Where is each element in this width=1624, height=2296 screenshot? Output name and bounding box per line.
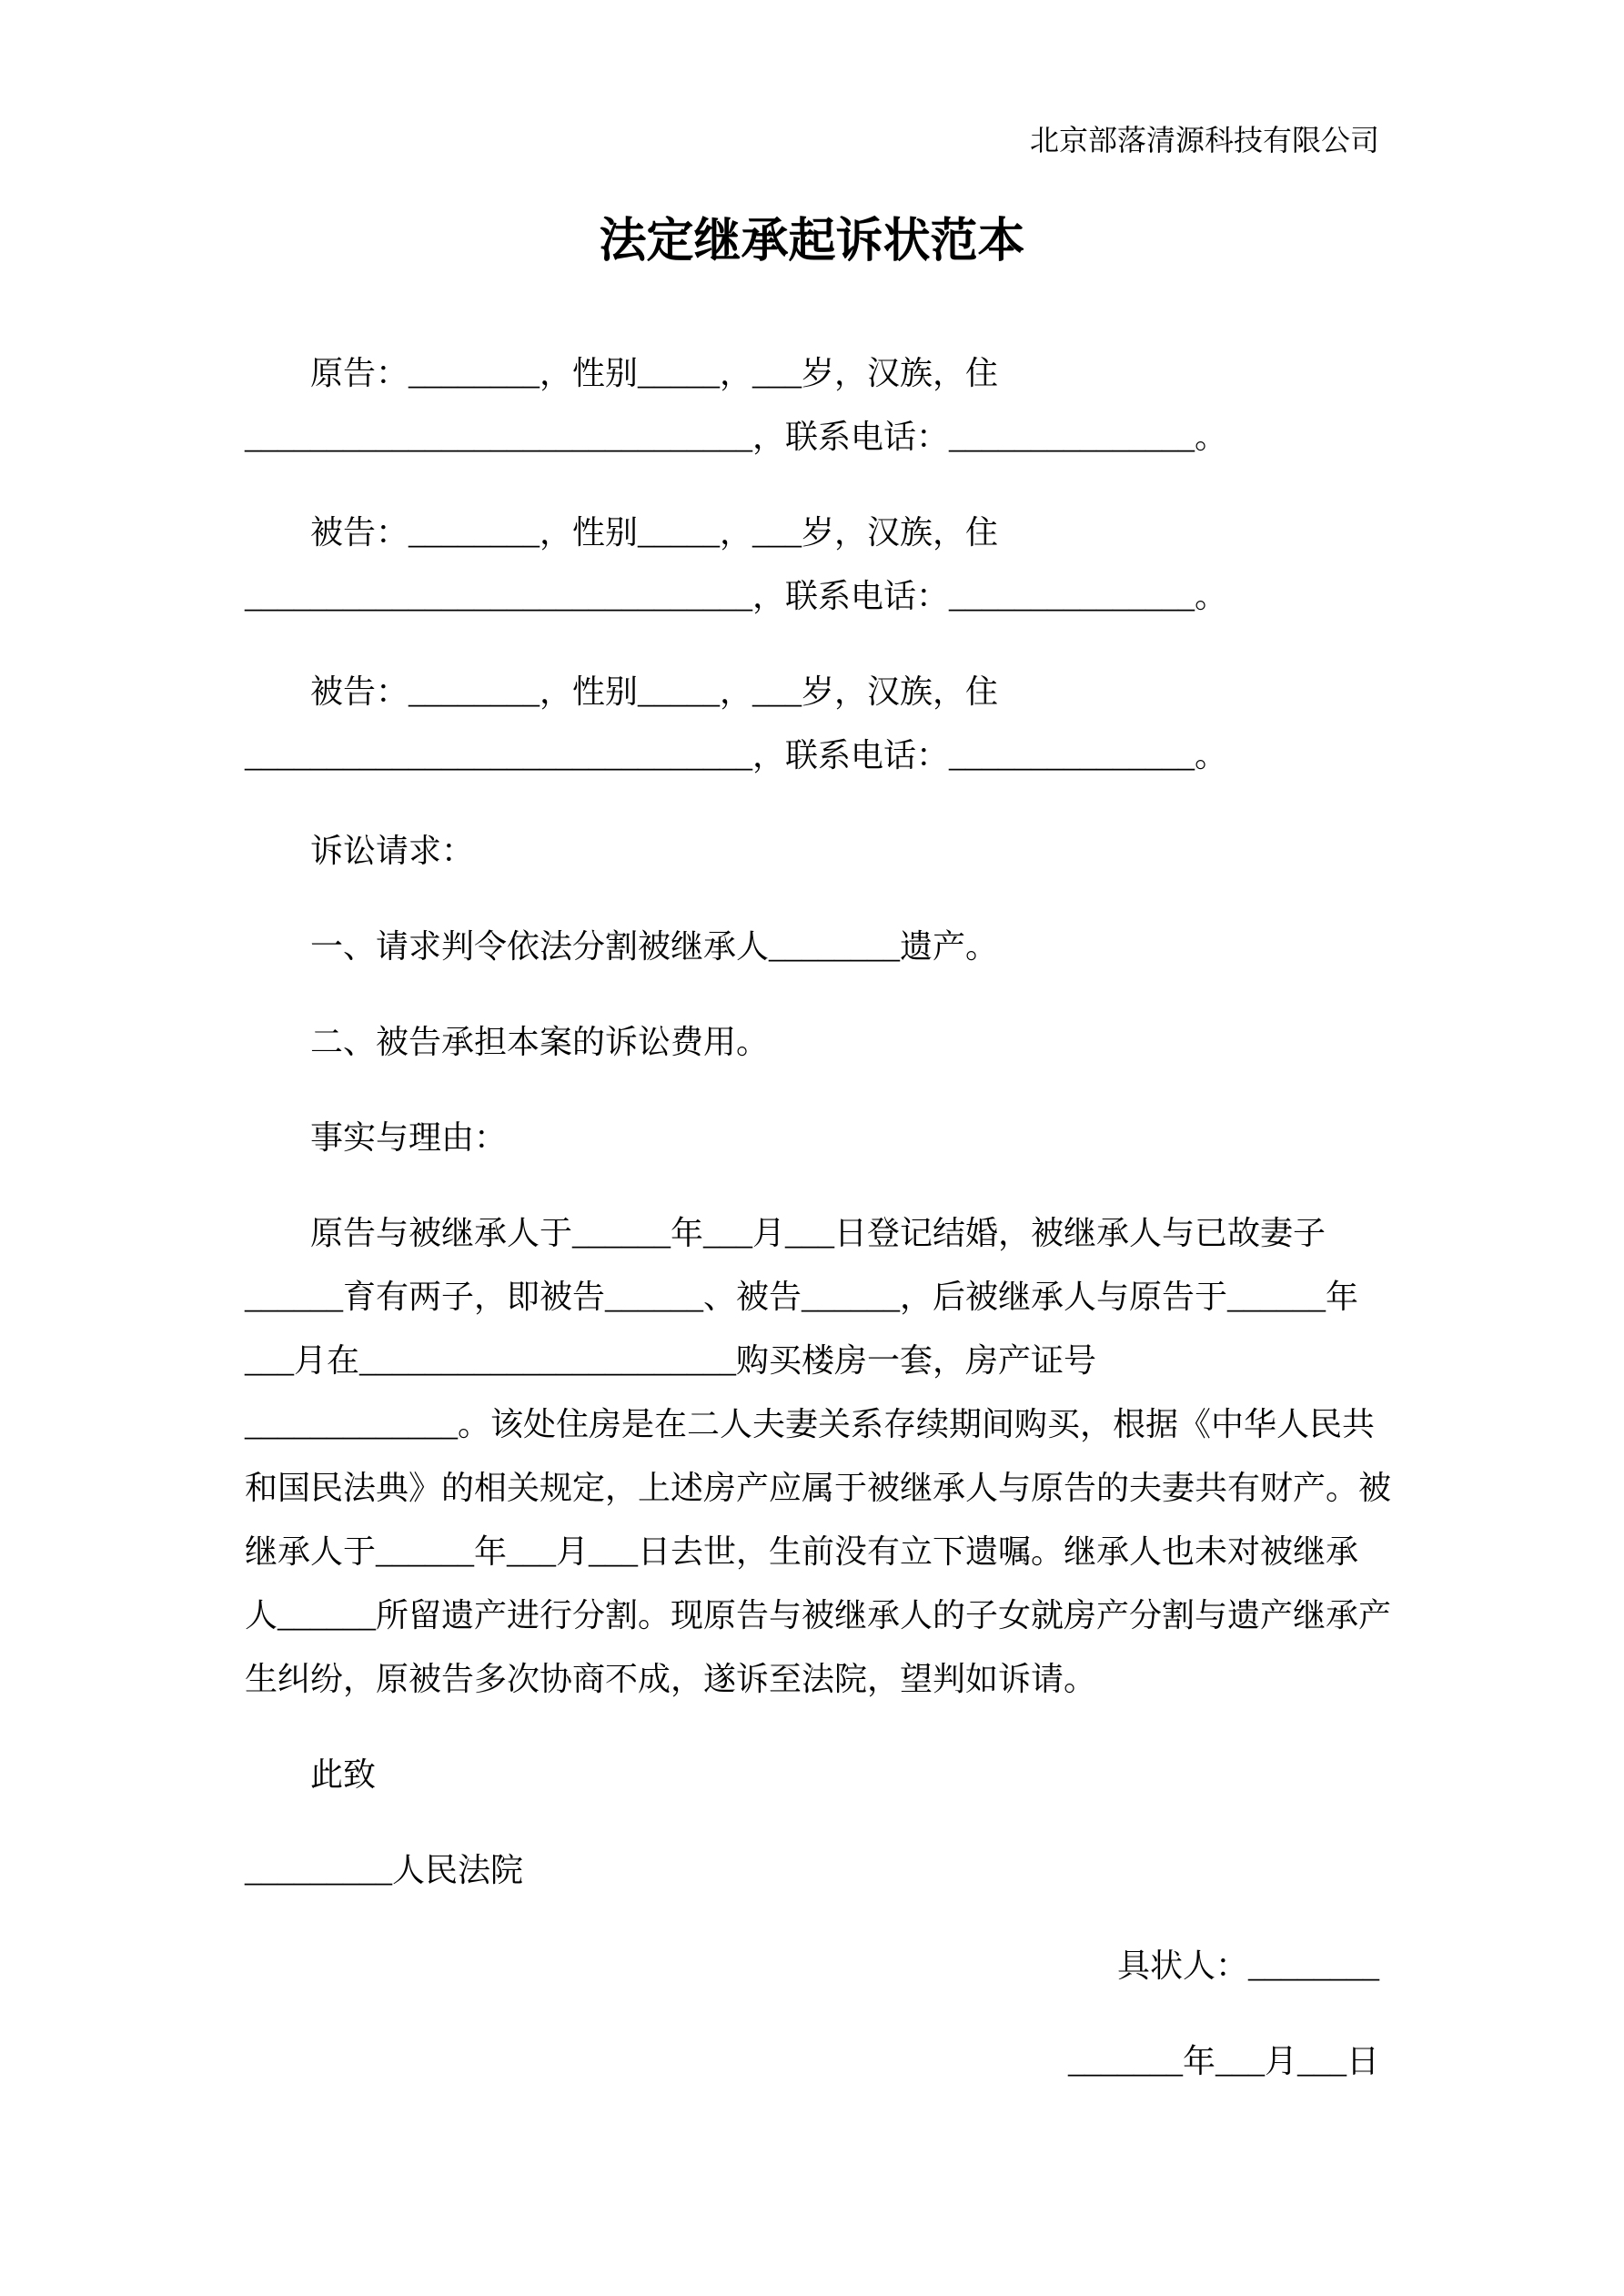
closing-respect-paragraph: [245, 1743, 1379, 1806]
plaintiff-info-line: 原告：________，性别_____，___岁，汉族，住: [310, 355, 999, 391]
claim-item-2: [245, 1010, 1379, 1074]
facts-line: ___月在_______________________购买楼房一套，房产证号: [245, 1342, 1097, 1379]
facts-heading: 事实与理由：: [310, 1119, 508, 1156]
claim-item-1: [245, 915, 1379, 978]
plaintiff-address-line: _______________________________，联系电话：_______________。: [245, 419, 1228, 455]
facts-line: _____________。该处住房是在二人夫妻关系存续期间购买，根据《中华人民共: [245, 1406, 1376, 1442]
date-line: _______年___月___日: [1068, 2043, 1379, 2079]
court-paragraph: [245, 1838, 1379, 1902]
signer-line: 具状人：________: [1116, 1947, 1379, 1984]
defendant2-info-line: 被告：________，性别_____，___岁，汉族，住: [310, 673, 999, 710]
facts-line: 继承人于______年___月___日去世，生前没有立下遗嘱。继承人也未对被继承: [245, 1533, 1359, 1570]
facts-line: 原告与被继承人于______年___月___日登记结婚，被继承人与已故妻子: [310, 1215, 1326, 1251]
defendant2-address-line: _______________________________，联系电话：_______________。: [245, 737, 1228, 774]
defendant1-info-line: 被告：________，性别_____，___岁，汉族，住: [310, 514, 999, 551]
date-paragraph: [245, 2029, 1379, 2093]
closing-respect: 此致: [310, 1756, 377, 1793]
company-header: 北京部落清源科技有限公司: [1029, 124, 1379, 157]
facts-paragraph: [245, 1201, 1392, 1711]
claim-item-2-text: 二、被告承担本案的诉讼费用。: [310, 1024, 770, 1060]
defendant1-address-line: _______________________________，联系电话：_______________。: [245, 578, 1228, 614]
plaintiff-paragraph: [245, 341, 1379, 469]
defendant1-paragraph: [245, 501, 1379, 628]
facts-heading-paragraph: [245, 1106, 1379, 1169]
court-name-line: _________人民法院: [245, 1852, 524, 1888]
defendant2-paragraph: [245, 660, 1379, 787]
facts-line: 生纠纷，原被告多次协商不成，遂诉至法院，望判如诉请。: [245, 1661, 1097, 1697]
claims-section: [245, 819, 1379, 883]
facts-line: 和国民法典》的相关规定，上述房产应属于被继承人与原告的夫妻共有财产。被: [245, 1470, 1392, 1506]
signer-paragraph: [245, 1934, 1379, 1998]
facts-line: ______育有两子，即被告______、被告______，后被继承人与原告于______年: [245, 1279, 1359, 1315]
document-title: 法定继承起诉状范本: [599, 216, 1025, 268]
claim-item-1-text: 一、请求判令依法分割被继承人________遗产。: [310, 928, 999, 965]
document-body: [245, 341, 1392, 2093]
facts-line: 人______所留遗产进行分割。现原告与被继承人的子女就房产分割与遗产继承产: [245, 1597, 1392, 1633]
claims-heading: 诉讼请求：: [310, 833, 475, 869]
